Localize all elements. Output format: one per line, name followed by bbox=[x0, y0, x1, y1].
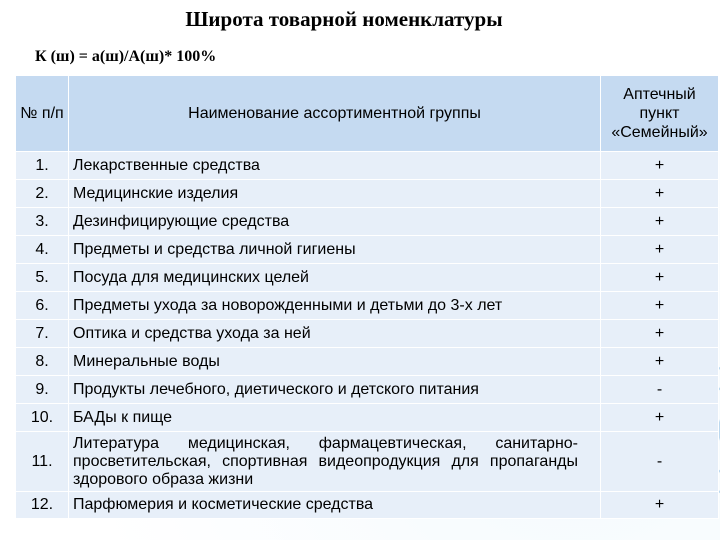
row-mark: + bbox=[601, 348, 719, 376]
row-name: Продукты лечебного, диетического и детского питания bbox=[69, 376, 601, 404]
row-name: БАДы к пище bbox=[69, 404, 601, 432]
row-mark: + bbox=[601, 492, 719, 519]
row-number: 1. bbox=[16, 152, 69, 180]
table-row bbox=[16, 152, 719, 180]
row-name: Предметы ухода за новорожденными и детьми до 3-х лет bbox=[69, 292, 601, 320]
row-name: Оптика и средства ухода за ней bbox=[69, 320, 601, 348]
header-group: Наименование ассортиментной группы bbox=[69, 76, 601, 152]
table-row bbox=[16, 208, 719, 236]
row-name: Парфюмерия и косметические средства bbox=[69, 492, 601, 519]
header-pharmacy: Аптечный пункт «Семейный» bbox=[601, 76, 719, 152]
row-number: 2. bbox=[16, 180, 69, 208]
row-number: 7. bbox=[16, 320, 69, 348]
row-number: 3. bbox=[16, 208, 69, 236]
row-number: 4. bbox=[16, 236, 69, 264]
table-row bbox=[16, 180, 719, 208]
table-row bbox=[16, 432, 719, 492]
row-name: Минеральные воды bbox=[69, 348, 601, 376]
table-row bbox=[16, 492, 719, 519]
row-number: 5. bbox=[16, 264, 69, 292]
table-row bbox=[16, 236, 719, 264]
row-number: 10. bbox=[16, 404, 69, 432]
table-row bbox=[16, 404, 719, 432]
row-mark: + bbox=[601, 320, 719, 348]
row-mark: - bbox=[601, 432, 719, 492]
row-number: 11. bbox=[16, 432, 69, 492]
row-name: Лекарственные средства bbox=[69, 152, 601, 180]
table-row bbox=[16, 320, 719, 348]
row-mark: + bbox=[601, 292, 719, 320]
row-mark: + bbox=[601, 264, 719, 292]
row-name-text: Литература медицинская, фармацевтическая, санитарно-просветительская, спортивная видеопродукция для пропаганды здорового образа жизни bbox=[73, 434, 578, 488]
row-mark: - bbox=[601, 376, 719, 404]
row-name: Предметы и средства личной гигиены bbox=[69, 236, 601, 264]
header-number: № п/п bbox=[16, 76, 69, 152]
row-number: 8. bbox=[16, 348, 69, 376]
row-mark: + bbox=[601, 180, 719, 208]
row-mark: + bbox=[601, 236, 719, 264]
row-number: 6. bbox=[16, 292, 69, 320]
formula-text: К (ш) = а(ш)/А(ш)* 100% bbox=[35, 48, 217, 65]
slide-title: Широта товарной номенклатуры bbox=[185, 7, 503, 31]
assortment-table bbox=[15, 75, 719, 519]
row-number: 9. bbox=[16, 376, 69, 404]
row-name: Медицинские изделия bbox=[69, 180, 601, 208]
row-name: Дезинфицирующие средства bbox=[69, 208, 601, 236]
table-row bbox=[16, 264, 719, 292]
table-row bbox=[16, 348, 719, 376]
table-row bbox=[16, 292, 719, 320]
row-name: Посуда для медицинских целей bbox=[69, 264, 601, 292]
row-mark: + bbox=[601, 208, 719, 236]
table-row bbox=[16, 376, 719, 404]
row-mark: + bbox=[601, 152, 719, 180]
row-mark: + bbox=[601, 404, 719, 432]
table-header-row bbox=[16, 76, 719, 152]
row-number: 12. bbox=[16, 492, 69, 519]
row-name bbox=[69, 432, 601, 492]
